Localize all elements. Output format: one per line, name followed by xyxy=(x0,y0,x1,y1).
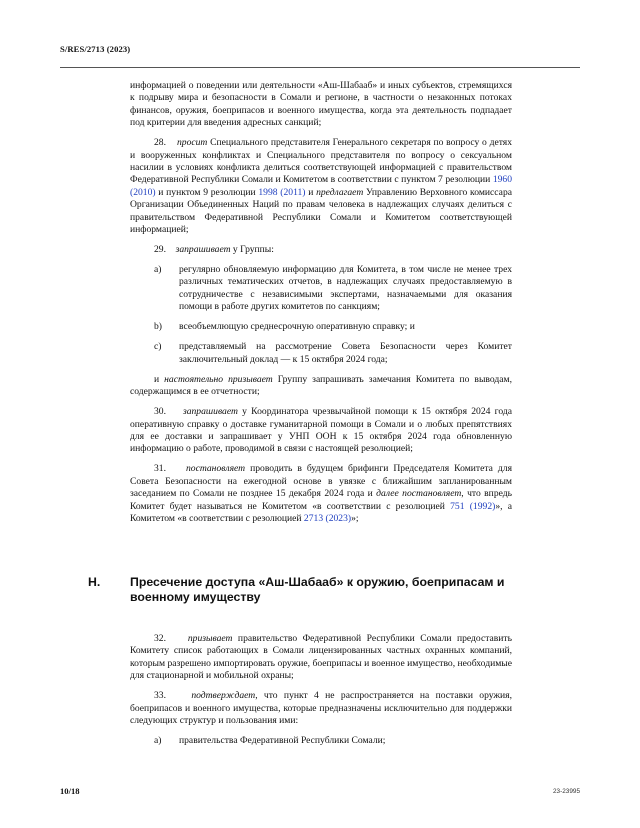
paragraph-text: , что пункт 4 не распространяется на поставки оружия, боеприпасов и военного имущества, которые предназначены исключительно для поддержки следующих структур и пользования ими: xyxy=(130,690,512,727)
paragraph-29 xyxy=(130,244,512,256)
subparagraph-b xyxy=(130,321,512,333)
document-body-section-h xyxy=(130,633,512,755)
paragraph-text: , что впредь Комитет будет называться не Комитетом «в соответствии с резолюцией xyxy=(130,488,512,512)
document-body xyxy=(130,80,512,533)
paragraph-number: 32. xyxy=(154,633,166,644)
paragraph-text: Группу запрашивать замечания Комитета по выводам, содержащимся в ее отчетности; xyxy=(130,373,512,398)
paragraph-number: 30. xyxy=(154,406,166,418)
subparagraph-text: представляемый на рассмотрение Совета Безопасности через Комитет заключительный доклад — к 15 октября 2024 года; xyxy=(179,341,512,365)
resolution-link[interactable]: 751 (1992) xyxy=(450,500,496,512)
document-number: 23-23995 xyxy=(552,788,580,795)
section-letter: H. xyxy=(88,575,101,589)
subparagraph-c xyxy=(130,341,512,366)
paragraph-28 xyxy=(130,137,512,236)
paragraph-text: и пунктом 9 резолюции xyxy=(155,186,259,198)
paragraph-29-continued xyxy=(130,374,512,399)
paragraph-number: 28. xyxy=(154,137,166,149)
running-header: S/RES/2713 (2023) xyxy=(60,44,131,54)
paragraph-text: Управлению Верховного комиссара Организации Объединенных Наций по правам человека в надлежащих случаях делиться с правительством Федеративной Республики Сомали и Комитетом соответствующей информацией; xyxy=(130,186,512,236)
operative-verb: призывает xyxy=(187,633,233,644)
subparagraph-text: регулярно обновляемую информацию для Комитета, в том числе не менее трех различных тематических отчетов, в надлежащих случаях предоставляемую в сотрудничестве с независимыми экспертами, назначаемыми для оказания помощи в работе других комитетов по санкциям; xyxy=(179,264,512,313)
paragraph-text: у Группы: xyxy=(230,244,274,256)
subparagraph-text: всеобъемлющую среднесрочную оперативную справку; и xyxy=(179,321,415,333)
paragraph-text: правительство Федеративной Республики Сомали предоставить Комитету список работающих в Сомали лицензированных частных охранных компаний, которым разрешено импортировать оружие, боеприпасы и военное имущество, необходимые для стационарной и мобильной охраны; xyxy=(130,633,513,682)
operative-verb: подтверждает xyxy=(191,690,256,702)
subparagraph-label: a) xyxy=(154,264,162,276)
operative-verb: запрашивает xyxy=(182,406,238,418)
operative-verb: настоятельно призывает xyxy=(164,373,273,385)
paragraph-32 xyxy=(130,633,512,683)
paragraph-text: и xyxy=(305,186,317,198)
operative-verb: просит xyxy=(176,137,208,149)
section-title: Пресечение доступа «Аш-Шабааб» к оружию, боеприпасам и военному имуществу xyxy=(130,575,505,604)
operative-verb: предлагает xyxy=(316,186,364,198)
operative-verb: запрашивает xyxy=(175,244,231,256)
subparagraph-label: b) xyxy=(154,321,162,333)
paragraph-33 xyxy=(130,690,512,727)
paragraph-number: 33. xyxy=(154,690,166,702)
resolution-link[interactable]: 1998 (2011) xyxy=(258,186,306,198)
paragraph-31 xyxy=(130,463,512,525)
paragraph-number: 29. xyxy=(154,244,166,256)
paragraph-30 xyxy=(130,406,512,456)
section-heading xyxy=(88,575,518,604)
page-number: 10/18 xyxy=(60,786,80,796)
operative-verb: постановляет xyxy=(185,463,246,475)
subparagraph-a xyxy=(130,735,512,747)
paragraph-text: у Координатора чрезвычайной помощи к 15 октября 2024 года оперативную справку о доставке гуманитарной помощи в Сомали и о любых препятствиях для ее доставки и запрашивает у УНП ООН к 15 октября 2024 года обновленную информацию о работе, проводимой в связи с настоящей резолюцией; xyxy=(130,406,513,455)
header-rule xyxy=(60,67,580,68)
paragraph-text: », а Комитетом «в соответствии с резолюцией xyxy=(130,500,512,524)
subparagraph-text: правительства Федеративной Республики Сомали; xyxy=(179,735,386,747)
resolution-link[interactable]: 1960 (2010) xyxy=(130,174,512,198)
paragraph-text: проводить в будущем брифинги Председателя Комитета для Совета Безопасности на ежегодной основе в увязке с ближайшим запланированным заседанием по Сомали не позднее 15 декабря 2024 года и xyxy=(130,463,512,500)
paragraph-text: и xyxy=(154,373,165,385)
paragraph-text: Специального представителя Генерального секретаря по вопросу о детях и вооруженных конфликтах и Специального представителя по вопросу о сексуальном насилии в условиях конфликта делиться соответствующей информацией с правительством Федеративной Республики Сомали и Комитетом в соответствии с пунктом 7 резолюции xyxy=(130,137,512,186)
paragraph-number: 31. xyxy=(154,463,166,475)
subparagraph-label: a) xyxy=(154,735,162,747)
subparagraph-label: c) xyxy=(154,341,162,353)
paragraph-continued: информацией о поведении или деятельности «Аш-Шабааб» и иных субъектов, стремящихся к подрыву мира и безопасности в Сомали и регионе, в частности о незаконных потоках финансов, оружия, боеприпасов и военного имущества, когда эта деятельность подпадает под критерии для введения адресных санкций; xyxy=(130,80,512,129)
subparagraph-a xyxy=(130,264,512,314)
resolution-link[interactable]: 2713 (2023) xyxy=(303,512,352,524)
operative-verb: далее постановляет xyxy=(376,488,462,500)
paragraph-text: »; xyxy=(351,512,359,524)
